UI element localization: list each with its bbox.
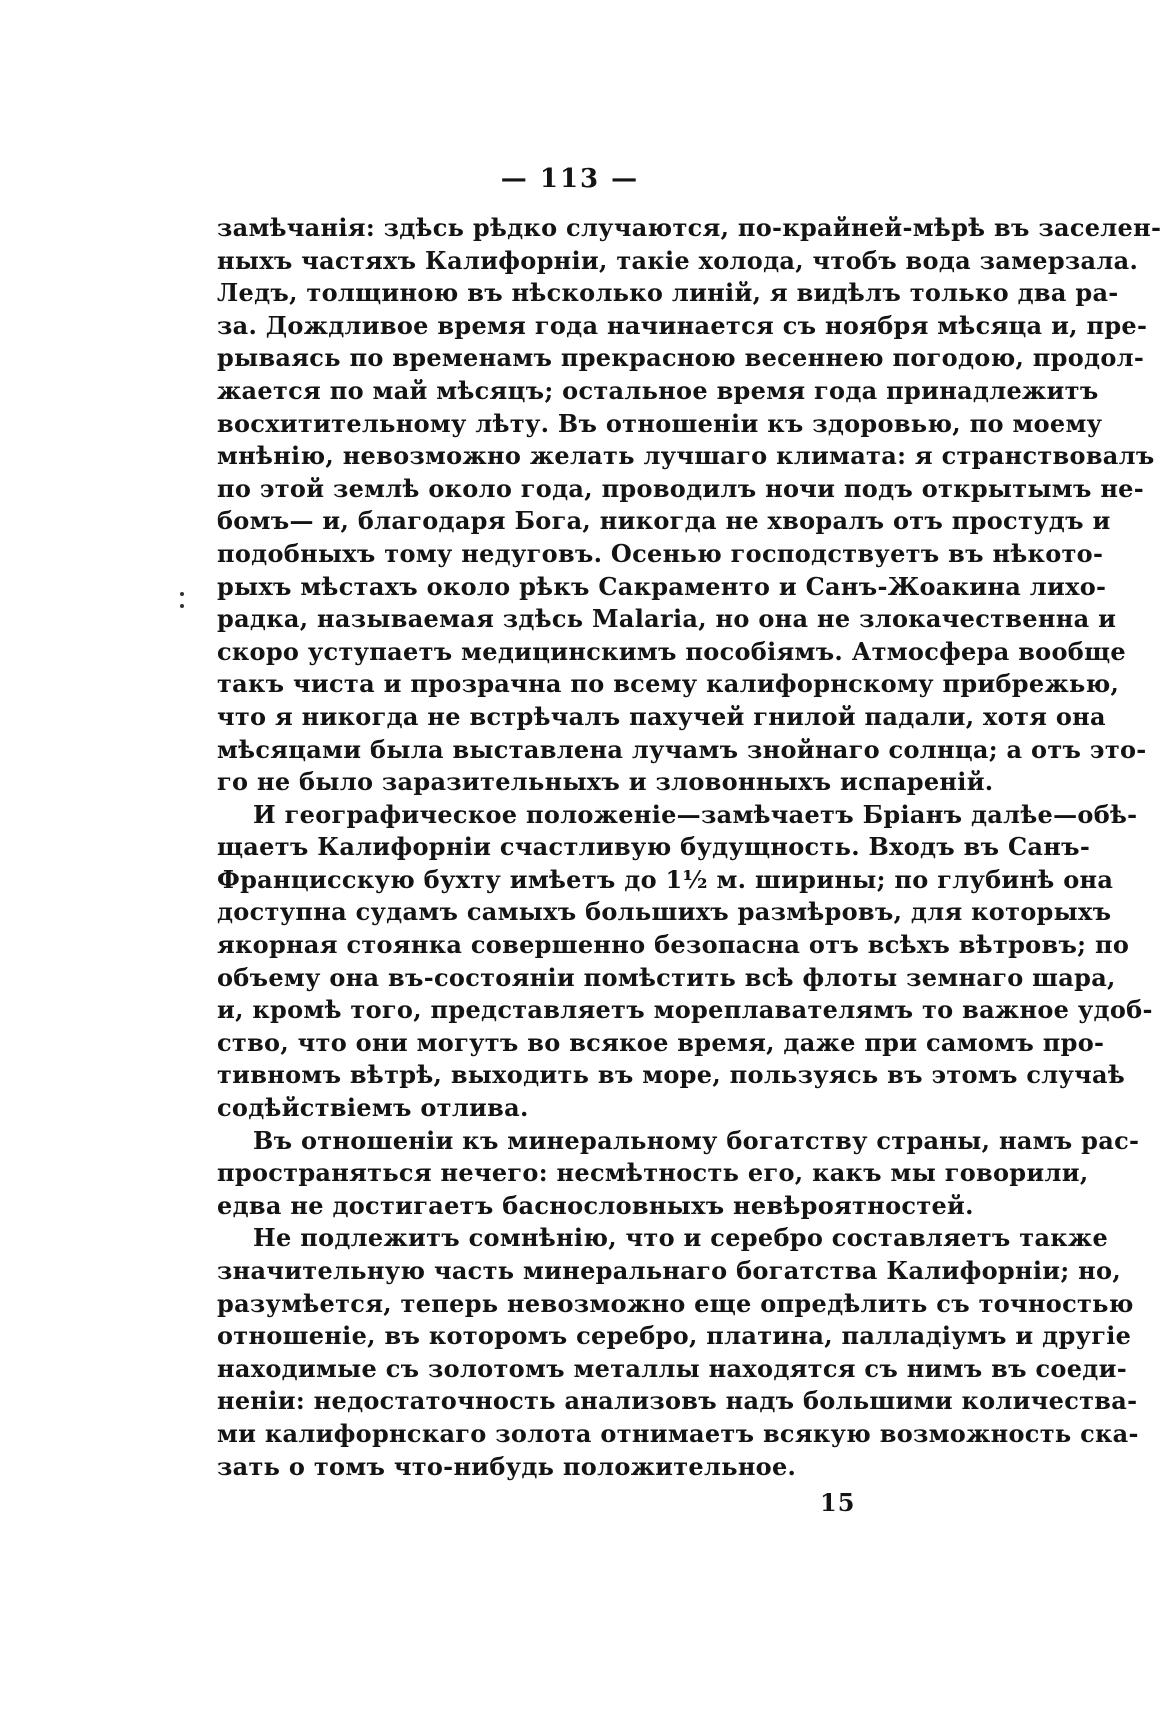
text-line: разумѣется, теперь невозможно еще опредѣлить съ точностью: [217, 1288, 1134, 1318]
text-line: бомъ— и, благодаря Бога, никогда не хворалъ отъ простудъ и: [217, 506, 1111, 536]
text-line: содѣйствіемъ отлива.: [217, 1093, 529, 1123]
text-line: Не подлежитъ сомнѣнію, что и серебро составляетъ также: [253, 1223, 1109, 1253]
text-line: по этой землѣ около года, проводилъ ночи подъ открытымъ не-: [217, 473, 1145, 503]
text-line: восхитительному лѣту. Въ отношеніи къ здоровью, по моему: [217, 408, 1103, 438]
text-line: что я никогда не встрѣчалъ пахучей гнилой падали, хотя она: [217, 701, 1106, 731]
margin-mark: [180, 604, 184, 608]
text-line: ство, что они могутъ во всякое время, даже при самомъ про-: [217, 1027, 1105, 1057]
text-line: неніи: недостаточность анализовъ надъ большими количества-: [217, 1386, 1138, 1416]
text-line: пространяться нечего: несмѣтность его, какъ мы говорили,: [217, 1158, 1089, 1188]
text-line: ми калифорнскаго золота отнимаетъ всякую возможность ска-: [217, 1418, 1139, 1448]
text-line: го не было заразительныхъ и зловонныхъ испареній.: [217, 767, 994, 797]
text-line: значительную часть минеральнаго богатства Калифорніи; но,: [217, 1256, 1121, 1285]
text-line: щаетъ Калифорніи счастливую будущность. Входъ въ Санъ-: [217, 832, 1091, 862]
text-line: отношеніе, въ которомъ серебро, платина, палладіумъ и другіе: [217, 1321, 1132, 1351]
text-line: едва не достигаетъ баснословныхъ невѣроятностей.: [217, 1190, 974, 1220]
margin-mark: [180, 592, 184, 596]
text-line: находимые съ золотомъ металлы находятся съ нимъ въ соеди-: [217, 1353, 1127, 1383]
text-line: радка, называемая здѣсь Malaria, но она не злокачественна и: [217, 604, 1117, 634]
body-text: [217, 212, 1161, 1483]
text-line: подобныхъ тому недуговъ. Осенью господствуетъ въ нѣкото-: [217, 538, 1104, 568]
text-line: и, кромѣ того, представляетъ мореплавателямъ то важное удоб-: [217, 995, 1153, 1025]
text-line: рыхъ мѣстахъ около рѣкъ Сакраменто и Санъ-Жоакина лихо-: [217, 571, 1107, 601]
printer-signature: 15: [820, 1488, 856, 1517]
text-line: Францисскую бухту имѣетъ до 1½ м. ширины; по глубинѣ она: [217, 864, 1114, 894]
text-line: за. Дождливое время года начинается съ ноября мѣсяца и, пре-: [217, 310, 1148, 340]
text-line: мнѣнію, невозможно желать лучшаго климата: я странствовалъ: [217, 441, 1155, 471]
text-line: зать о томъ что-нибудь положительное.: [217, 1451, 797, 1481]
text-line: рываясь по временамъ прекрасною весеннею погодою, продол-: [217, 343, 1145, 373]
text-line: Въ отношеніи къ минеральному богатству страны, намъ рас-: [253, 1125, 1140, 1155]
text-line: доступна судамъ самыхъ большихъ размѣровъ, для которыхъ: [217, 897, 1112, 927]
text-line: жается по май мѣсяцъ; остальное время года принадлежитъ: [217, 375, 1099, 405]
text-line: мѣсяцами была выставлена лучамъ знойнаго солнца; а отъ это-: [217, 734, 1147, 764]
text-line: тивномъ вѣтрѣ, выходить въ море, пользуясь въ этомъ случаѣ: [217, 1060, 1126, 1090]
text-line: якорная стоянка совершенно безопасна отъ всѣхъ вѣтровъ; по: [217, 930, 1130, 960]
text-line: замѣчанія: здѣсь рѣдко случаются, по-крайней-мѣрѣ въ заселен-: [217, 213, 1161, 242]
text-line: скоро уступаетъ медицинскимъ пособіямъ. Атмосфера вообще: [217, 636, 1126, 666]
text-line: объему она въ-состояніи помѣстить всѣ флоты земнаго шара,: [217, 962, 1116, 992]
text-line: такъ чиста и прозрачна по всему калифорнскому прибрежью,: [217, 669, 1120, 699]
page-number: — 113 —: [500, 164, 640, 194]
text-line: ныхъ частяхъ Калифорніи, такіе холода, чтобъ вода замерзала.: [217, 245, 1139, 275]
text-line: Ледъ, толщиною въ нѣсколько линій, я видѣлъ только два ра-: [217, 278, 1119, 308]
text-line: И географическое положеніе—замѣчаетъ Бріанъ далѣе—обѣ-: [253, 799, 1138, 829]
